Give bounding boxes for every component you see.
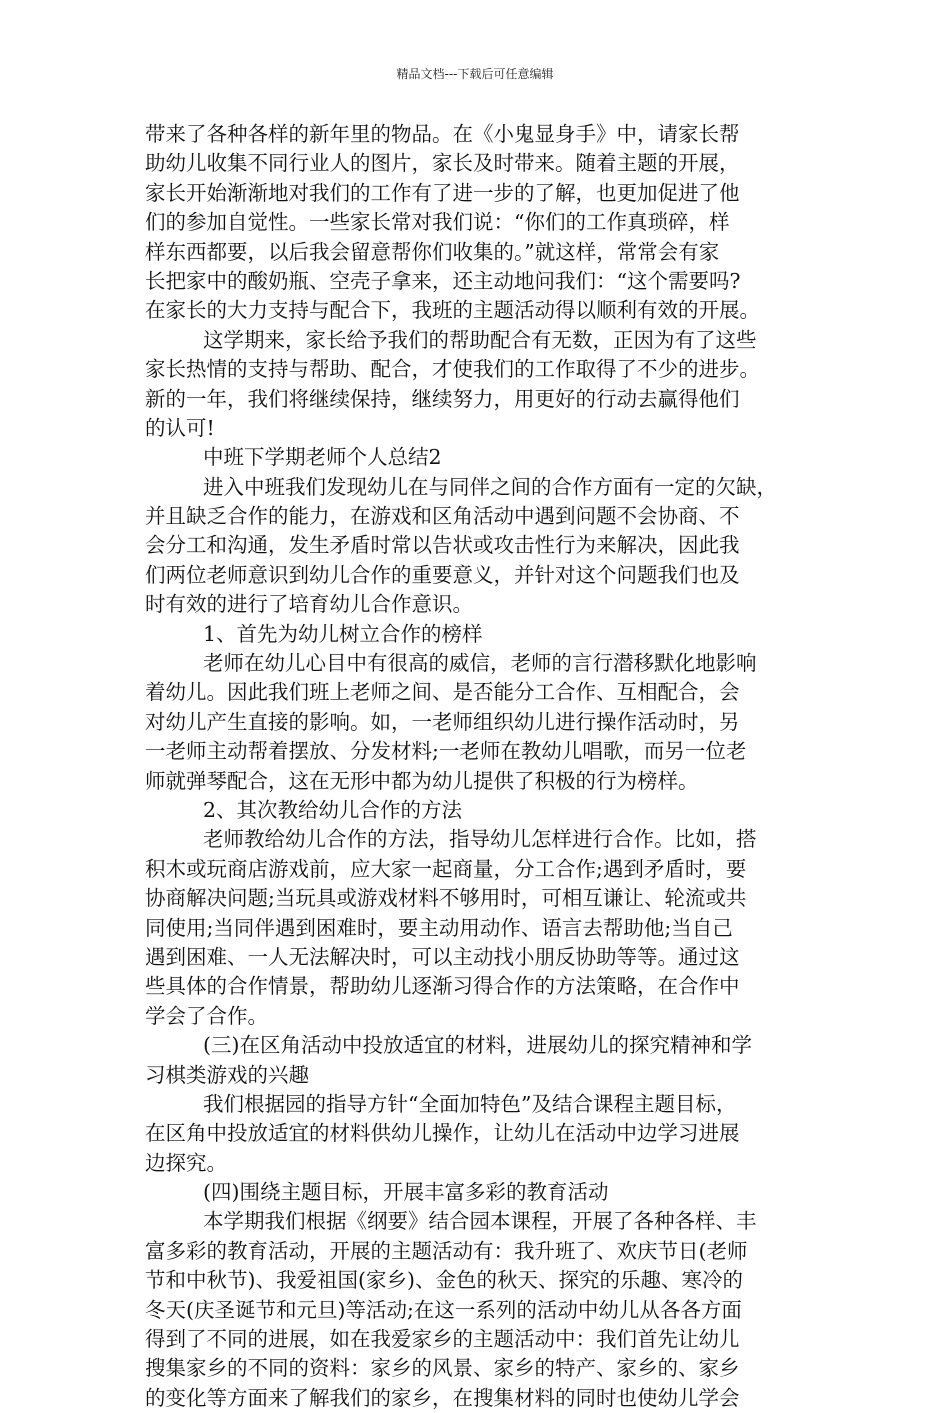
- text-line: 会分工和沟通，发生矛盾时常以告状或攻击性行为来解决，因此我: [145, 533, 740, 558]
- text-line: 些具体的合作情景，帮助幼儿逐渐习得合作的方法策略，在合作中: [145, 974, 740, 999]
- text-line: 家长开始渐渐地对我们的工作有了进一步的了解，也更加促进了他: [145, 180, 740, 205]
- text-line: 长把家中的酸奶瓶、空壳子拿来，还主动地问我们：“这个需要吗?: [145, 268, 741, 293]
- text-line: 在区角中投放适宜的材料供幼儿操作，让幼儿在活动中边学习进展: [145, 1121, 740, 1146]
- text-line: 边探究。: [145, 1150, 227, 1175]
- body-text: [145, 120, 835, 1413]
- text-line: 师就弹琴配合，这在无形中都为幼儿提供了积极的行为榜样。: [145, 768, 699, 793]
- text-line: 这学期来，家长给予我们的帮助配合有无数，正因为有了这些: [203, 327, 757, 352]
- page-header: 精品文档---下载后可任意编辑: [396, 67, 554, 81]
- text-line: 对幼儿产生直接的影响。如，一老师组织幼儿进行操作活动时，另: [145, 709, 740, 734]
- text-line: 富多彩的教育活动，开展的主题活动有：我升班了、欢庆节日(老师: [145, 1238, 748, 1263]
- text-line: 老师在幼儿心目中有很高的威信，老师的言行潜移默化地影响: [203, 651, 757, 676]
- text-line: 的变化等方面来了解我们的家乡，在搜集材料的同时也使幼儿学会: [145, 1385, 740, 1410]
- text-line: 在家长的大力支持与配合下，我班的主题活动得以顺利有效的开展。: [145, 298, 760, 323]
- text-line: 们的参加自觉性。一些家长常对我们说：“你们的工作真琐碎，样: [145, 210, 730, 235]
- text-line: 协商解决问题;当玩具或游戏材料不够用时，可相互谦让、轮流或共: [145, 886, 747, 911]
- text-line: 助幼儿收集不同行业人的图片，家长及时带来。随着主题的开展，: [145, 151, 740, 176]
- text-line: 同使用;当同伴遇到困难时，要主动用动作、语言去帮助他;当自己: [145, 915, 733, 940]
- text-line: 得到了不同的进展，如在我爱家乡的主题活动中：我们首先让幼儿: [145, 1327, 740, 1352]
- text-line: 新的一年，我们将继续保持，继续努力，用更好的行动去赢得他们: [145, 386, 740, 411]
- text-line: 带来了各种各样的新年里的物品。在《小鬼显身手》中，请家长帮: [145, 122, 740, 146]
- text-line: 习棋类游戏的兴趣: [145, 1062, 309, 1087]
- text-line: 家长热情的支持与帮助、配合，才使我们的工作取得了不少的进步。: [145, 357, 760, 382]
- text-line: 中班下学期老师个人总结2: [203, 445, 442, 470]
- text-line: 搜集家乡的不同的资料：家乡的风景、家乡的特产、家乡的、家乡: [145, 1356, 740, 1381]
- text-line: 时有效的进行了培育幼儿合作意识。: [145, 592, 473, 617]
- text-line: 的认可!: [145, 415, 215, 440]
- text-line: 进入中班我们发现幼儿在与同伴之间的合作方面有一定的欠缺，: [203, 474, 777, 499]
- text-line: 着幼儿。因此我们班上老师之间、是否能分工合作、互相配合，会: [145, 680, 740, 705]
- text-line: 冬天(庆圣诞节和元旦)等活动;在这一系列的活动中幼儿从各各方面: [145, 1297, 742, 1322]
- text-line: 一老师主动帮着摆放、分发材料;一老师在教幼儿唱歌，而另一位老: [145, 739, 747, 764]
- text-line: 节和中秋节)、我爱祖国(家乡)、金色的秋天、探究的乐趣、寒冷的: [145, 1268, 743, 1293]
- text-line: 学会了合作。: [145, 1003, 268, 1028]
- text-line: 我们根据园的指导方针“全面加特色”及结合课程主题目标，: [203, 1091, 737, 1116]
- text-line: 并且缺乏合作的能力，在游戏和区角活动中遇到问题不会协商、不: [145, 504, 740, 529]
- text-line: 老师教给幼儿合作的方法，指导幼儿怎样进行合作。比如，搭: [203, 827, 757, 852]
- text-line: 积木或玩商店游戏前，应大家一起商量，分工合作;遇到矛盾时，要: [145, 856, 747, 881]
- text-line: (三)在区角活动中投放适宜的材料，进展幼儿的探究精神和学: [203, 1033, 752, 1058]
- text-line: 们两位老师意识到幼儿合作的重要意义，并针对这个问题我们也及: [145, 562, 740, 587]
- text-line: 遇到困难、一人无法解决时，可以主动找小朋反协助等等。通过这: [145, 944, 740, 969]
- text-line: 本学期我们根据《纲要》结合园本课程，开展了各种各样、丰: [203, 1209, 757, 1234]
- text-line: (四)围绕主题目标，开展丰富多彩的教育活动: [203, 1180, 609, 1205]
- text-line: 样东西都要，以后我会留意帮你们收集的。”就这样，常常会有家: [145, 239, 720, 264]
- text-line: 2、其次教给幼儿合作的方法: [203, 797, 463, 822]
- text-line: 1、首先为幼儿树立合作的榜样: [203, 621, 483, 646]
